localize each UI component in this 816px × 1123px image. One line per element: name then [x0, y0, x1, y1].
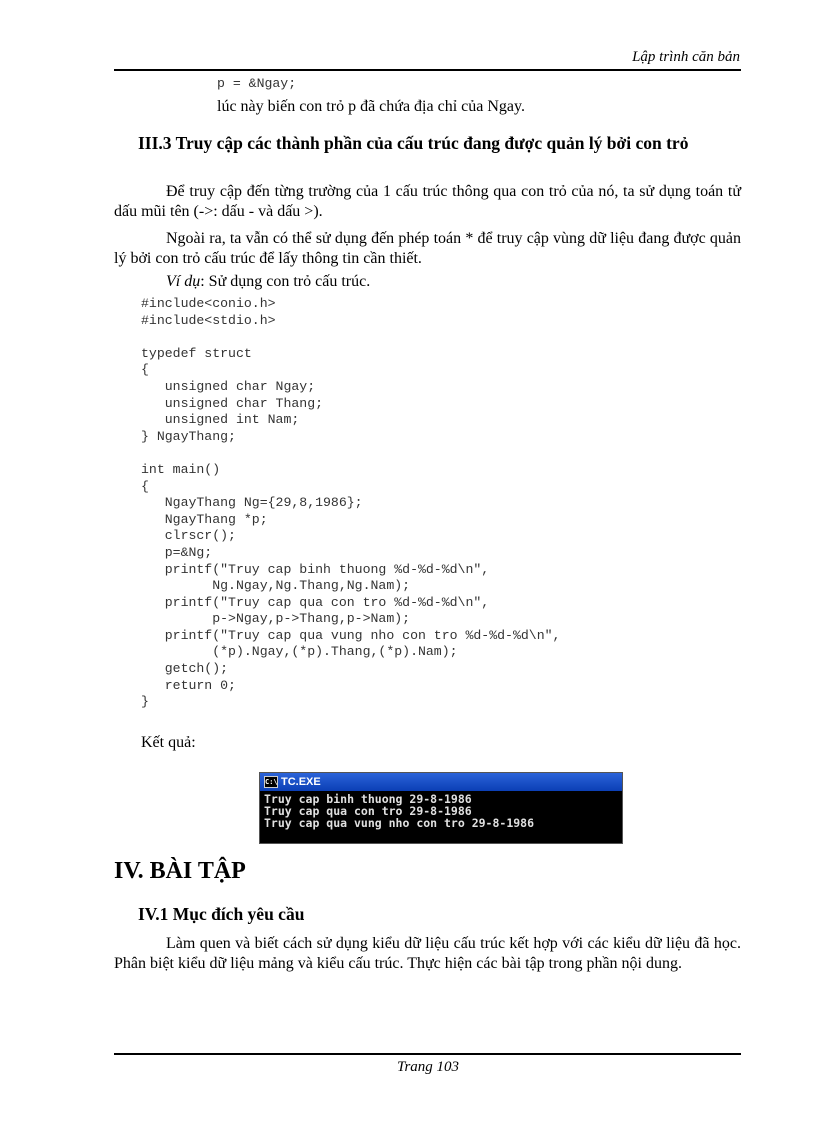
- code-line: unsigned char Thang;: [141, 395, 324, 411]
- section-iv-heading: IV. BÀI TẬP: [114, 858, 246, 884]
- section-iv-heading-wrap: [114, 858, 246, 885]
- code-listing: [141, 296, 560, 711]
- page-header-title: Lập trình căn bản: [632, 49, 740, 65]
- code-line: int main(): [141, 461, 221, 477]
- code-line: NgayThang *p;: [141, 511, 268, 527]
- code-line: (*p).Ngay,(*p).Thang,(*p).Nam);: [141, 644, 458, 660]
- code-line: printf("Truy cap qua con tro %d-%d-%d\n",: [141, 594, 490, 610]
- code-line: [141, 445, 560, 462]
- console-title: TC.EXE: [281, 776, 321, 788]
- console-window: [259, 772, 623, 844]
- section-iv1-heading: IV.1 Mục đích yêu cầu: [138, 904, 305, 924]
- code-line: #include<stdio.h>: [141, 312, 276, 328]
- code-line: [141, 329, 560, 346]
- code-line: typedef struct: [141, 345, 252, 361]
- code-line: Ng.Ngay,Ng.Thang,Ng.Nam);: [141, 578, 411, 594]
- console-line: Truy cap qua con tro 29-8-1986: [264, 804, 472, 818]
- code-line: clrscr();: [141, 528, 236, 544]
- page-number: Trang 103: [396, 1059, 460, 1075]
- intro-text: lúc này biến con trỏ p đã chứa địa chỉ của Ngay.: [217, 98, 525, 115]
- code-line: unsigned int Nam;: [141, 412, 300, 428]
- section-iii3-para2: Ngoài ra, ta vẫn có thể sử dụng đến phép toán * để truy cập vùng dữ liệu đang được quản lý bởi con trỏ cấu trúc để lấy thông tin cần thiết.: [114, 230, 741, 267]
- console-titlebar: [260, 773, 622, 791]
- example-label: Ví dụ: [166, 273, 201, 290]
- code-line: printf("Truy cap binh thuong %d-%d-%d\n",: [141, 561, 490, 577]
- code-line: getch();: [141, 661, 229, 677]
- result-label: Kết quả:: [141, 734, 196, 751]
- code-line: {: [141, 478, 149, 494]
- code-line: #include<conio.h>: [141, 296, 276, 311]
- code-line: printf("Truy cap qua vung nho con tro %d-%d-%d\n",: [141, 627, 561, 643]
- section-iv1-heading-wrap: [138, 904, 304, 925]
- code-line: }: [141, 694, 149, 710]
- example-text: : Sử dụng con trỏ cấu trúc.: [200, 273, 371, 290]
- code-line: p=&Ng;: [141, 544, 213, 560]
- section-iii3-heading: III.3 Truy cập các thành phần của cấu trúc đang được quản lý bởi con trỏ: [138, 133, 689, 153]
- section-iii3-para1: Để truy cập đến từng trường của 1 cấu trúc thông qua con trỏ của nó, ta sử dụng toán tử dấu mũi tên (->: dấu - và dấu >).: [114, 183, 741, 220]
- code-line: NgayThang Ng={29,8,1986};: [141, 495, 363, 511]
- code-line: } NgayThang;: [141, 428, 236, 444]
- intro-code-line: p = &Ngay;: [217, 76, 297, 91]
- section-iii3-heading-wrap: [138, 133, 738, 154]
- console-output: [260, 791, 622, 831]
- console-app-icon: C:\: [265, 778, 278, 786]
- section-iv1-para: Làm quen và biết cách sử dụng kiểu dữ liệu cấu trúc kết hợp với các kiểu dữ liệu đã học. Phân biệt kiểu dữ liệu mảng và kiểu cấu trúc. Thực hiện các bài tập trong phần nội dung.: [114, 935, 741, 972]
- header-divider: [114, 69, 741, 71]
- console-line: Truy cap qua vung nho con tro 29-8-1986: [264, 816, 535, 830]
- code-line: return 0;: [141, 677, 236, 693]
- code-line: unsigned char Ngay;: [141, 378, 316, 394]
- example-line: [166, 272, 370, 292]
- code-line: {: [141, 362, 149, 378]
- footer-divider: [114, 1053, 741, 1055]
- code-line: p->Ngay,p->Thang,p->Nam);: [141, 611, 411, 627]
- console-line: Truy cap binh thuong 29-8-1986: [264, 792, 472, 806]
